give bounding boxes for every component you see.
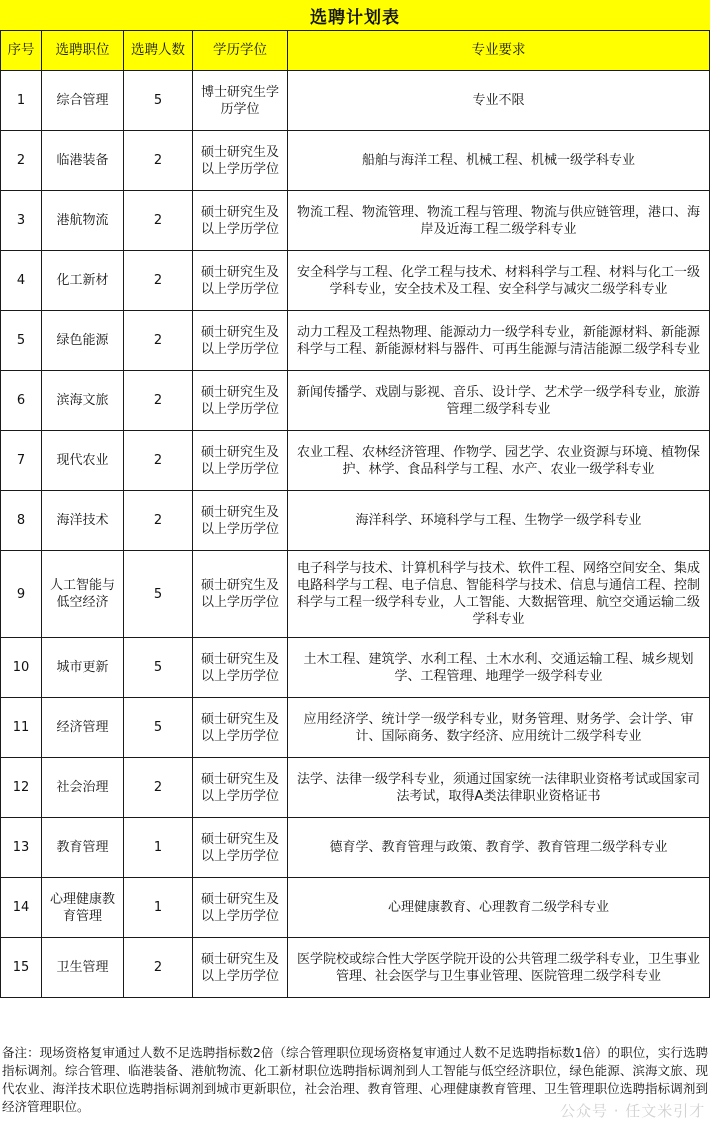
table-row: [1, 758, 710, 818]
cell-count: 5: [124, 638, 193, 698]
cell-education: 硕士研究生及以上学历学位: [193, 878, 288, 938]
table-row: [1, 131, 710, 191]
cell-education: 博士研究生学历学位: [193, 71, 288, 131]
cell-education: 硕士研究生及以上学历学位: [193, 551, 288, 638]
cell-education: 硕士研究生及以上学历学位: [193, 758, 288, 818]
cell-major: 动力工程及工程热物理、能源动力一级学科专业，新能源材料、新能源科学与工程、新能源材料与器件、可再生能源与清洁能源二级学科专业: [288, 311, 710, 371]
table-row: [1, 491, 710, 551]
cell-major: 海洋科学、环境科学与工程、生物学一级学科专业: [288, 491, 710, 551]
cell-major: 医学院校或综合性大学医学院开设的公共管理二级学科专业，卫生事业管理、社会医学与卫生事业管理、医院管理二级学科专业: [288, 938, 710, 998]
cell-count: 2: [124, 938, 193, 998]
cell-education: 硕士研究生及以上学历学位: [193, 251, 288, 311]
cell-education: 硕士研究生及以上学历学位: [193, 131, 288, 191]
cell-no: 9: [1, 551, 42, 638]
cell-major: 物流工程、物流管理、物流工程与管理、物流与供应链管理，港口、海岸及近海工程二级学科专业: [288, 191, 710, 251]
cell-major: 新闻传播学、戏剧与影视、音乐、设计学、艺术学一级学科专业，旅游管理二级学科专业: [288, 371, 710, 431]
cell-count: 2: [124, 131, 193, 191]
cell-education: 硕士研究生及以上学历学位: [193, 818, 288, 878]
cell-major: 土木工程、建筑学、水利工程、土木水利、交通运输工程、城乡规划学、工程管理、地理学一级学科专业: [288, 638, 710, 698]
cell-no: 1: [1, 71, 42, 131]
cell-education: 硕士研究生及以上学历学位: [193, 638, 288, 698]
cell-count: 5: [124, 698, 193, 758]
cell-no: 12: [1, 758, 42, 818]
cell-position: 教育管理: [42, 818, 124, 878]
cell-position: 经济管理: [42, 698, 124, 758]
cell-major: 安全科学与工程、化学工程与技术、材料科学与工程、材料与化工一级学科专业，安全技术及工程、安全科学与减灾二级学科专业: [288, 251, 710, 311]
cell-position: 现代农业: [42, 431, 124, 491]
cell-position: 绿色能源: [42, 311, 124, 371]
table-row: [1, 818, 710, 878]
table-row: [1, 251, 710, 311]
cell-count: 2: [124, 431, 193, 491]
watermark: 公众号 · 任文米引才: [560, 1102, 706, 1120]
table-row: [1, 431, 710, 491]
cell-major: 农业工程、农林经济管理、作物学、园艺学、农业资源与环境、植物保护、林学、食品科学与工程、水产、农业一级学科专业: [288, 431, 710, 491]
table-row: [1, 191, 710, 251]
table-row: [1, 551, 710, 638]
cell-count: 5: [124, 71, 193, 131]
cell-major: 专业不限: [288, 71, 710, 131]
cell-count: 1: [124, 878, 193, 938]
table-row: [1, 638, 710, 698]
table-row: [1, 371, 710, 431]
cell-count: 2: [124, 491, 193, 551]
recruitment-plan-table: [0, 30, 710, 998]
cell-position: 卫生管理: [42, 938, 124, 998]
table-row: [1, 698, 710, 758]
cell-position: 心理健康教育管理: [42, 878, 124, 938]
cell-no: 10: [1, 638, 42, 698]
cell-position: 城市更新: [42, 638, 124, 698]
header-major: 专业要求: [288, 31, 710, 71]
cell-count: 5: [124, 551, 193, 638]
cell-no: 8: [1, 491, 42, 551]
table-row: [1, 938, 710, 998]
cell-major: 船舶与海洋工程、机械工程、机械一级学科专业: [288, 131, 710, 191]
cell-major: 德育学、教育管理与政策、教育学、教育管理二级学科专业: [288, 818, 710, 878]
header-position: 选聘职位: [42, 31, 124, 71]
cell-no: 15: [1, 938, 42, 998]
cell-count: 2: [124, 191, 193, 251]
table-row: [1, 878, 710, 938]
cell-education: 硕士研究生及以上学历学位: [193, 191, 288, 251]
cell-count: 2: [124, 251, 193, 311]
table-row: [1, 311, 710, 371]
cell-position: 社会治理: [42, 758, 124, 818]
header-no: 序号: [1, 31, 42, 71]
cell-no: 6: [1, 371, 42, 431]
cell-education: 硕士研究生及以上学历学位: [193, 311, 288, 371]
cell-education: 硕士研究生及以上学历学位: [193, 371, 288, 431]
cell-no: 5: [1, 311, 42, 371]
cell-major: 心理健康教育、心理教育二级学科专业: [288, 878, 710, 938]
cell-position: 人工智能与低空经济: [42, 551, 124, 638]
table-title-text: 选聘计划表: [310, 7, 400, 28]
cell-education: 硕士研究生及以上学历学位: [193, 491, 288, 551]
table-row: [1, 71, 710, 131]
cell-education: 硕士研究生及以上学历学位: [193, 431, 288, 491]
cell-no: 7: [1, 431, 42, 491]
cell-count: 1: [124, 818, 193, 878]
cell-position: 综合管理: [42, 71, 124, 131]
cell-no: 13: [1, 818, 42, 878]
header-education: 学历学位: [193, 31, 288, 71]
cell-position: 海洋技术: [42, 491, 124, 551]
cell-position: 临港装备: [42, 131, 124, 191]
cell-no: 2: [1, 131, 42, 191]
cell-count: 2: [124, 371, 193, 431]
cell-position: 化工新材: [42, 251, 124, 311]
cell-count: 2: [124, 758, 193, 818]
header-row: [1, 31, 710, 71]
header-count: 选聘人数: [124, 31, 193, 71]
cell-position: 港航物流: [42, 191, 124, 251]
cell-position: 滨海文旅: [42, 371, 124, 431]
cell-no: 3: [1, 191, 42, 251]
remarks-note: 备注：现场资格复审通过人数不足选聘指标数2倍（综合管理职位现场资格复审通过人数不足选聘指标数1倍）的职位，实行选聘指标调剂。综合管理、临港装备、港航物流、化工新材职位选聘指标调剂到人工智能与低空经济职位，绿色能源、滨海文旅、现代农业、海洋技术职位选聘指标调剂到城市更新职位，社会治理、教育管理、心理健康教育管理、卫生管理职位选聘指标调剂到经济管理职位。: [2, 1045, 708, 1114]
cell-major: 法学、法律一级学科专业，须通过国家统一法律职业资格考试或国家司法考试，取得A类法律职业资格证书: [288, 758, 710, 818]
cell-count: 2: [124, 311, 193, 371]
table-title: [0, 0, 710, 30]
cell-major: 应用经济学、统计学一级学科专业，财务管理、财务学、会计学、审计、国际商务、数字经济、应用统计二级学科专业: [288, 698, 710, 758]
cell-no: 14: [1, 878, 42, 938]
cell-no: 4: [1, 251, 42, 311]
cell-education: 硕士研究生及以上学历学位: [193, 938, 288, 998]
cell-no: 11: [1, 698, 42, 758]
cell-education: 硕士研究生及以上学历学位: [193, 698, 288, 758]
cell-major: 电子科学与技术、计算机科学与技术、软件工程、网络空间安全、集成电路科学与工程、电子信息、智能科学与技术、信息与通信工程、控制科学与工程一级学科专业，人工智能、大数据管理、航空交通运输二级学科专业: [288, 551, 710, 638]
